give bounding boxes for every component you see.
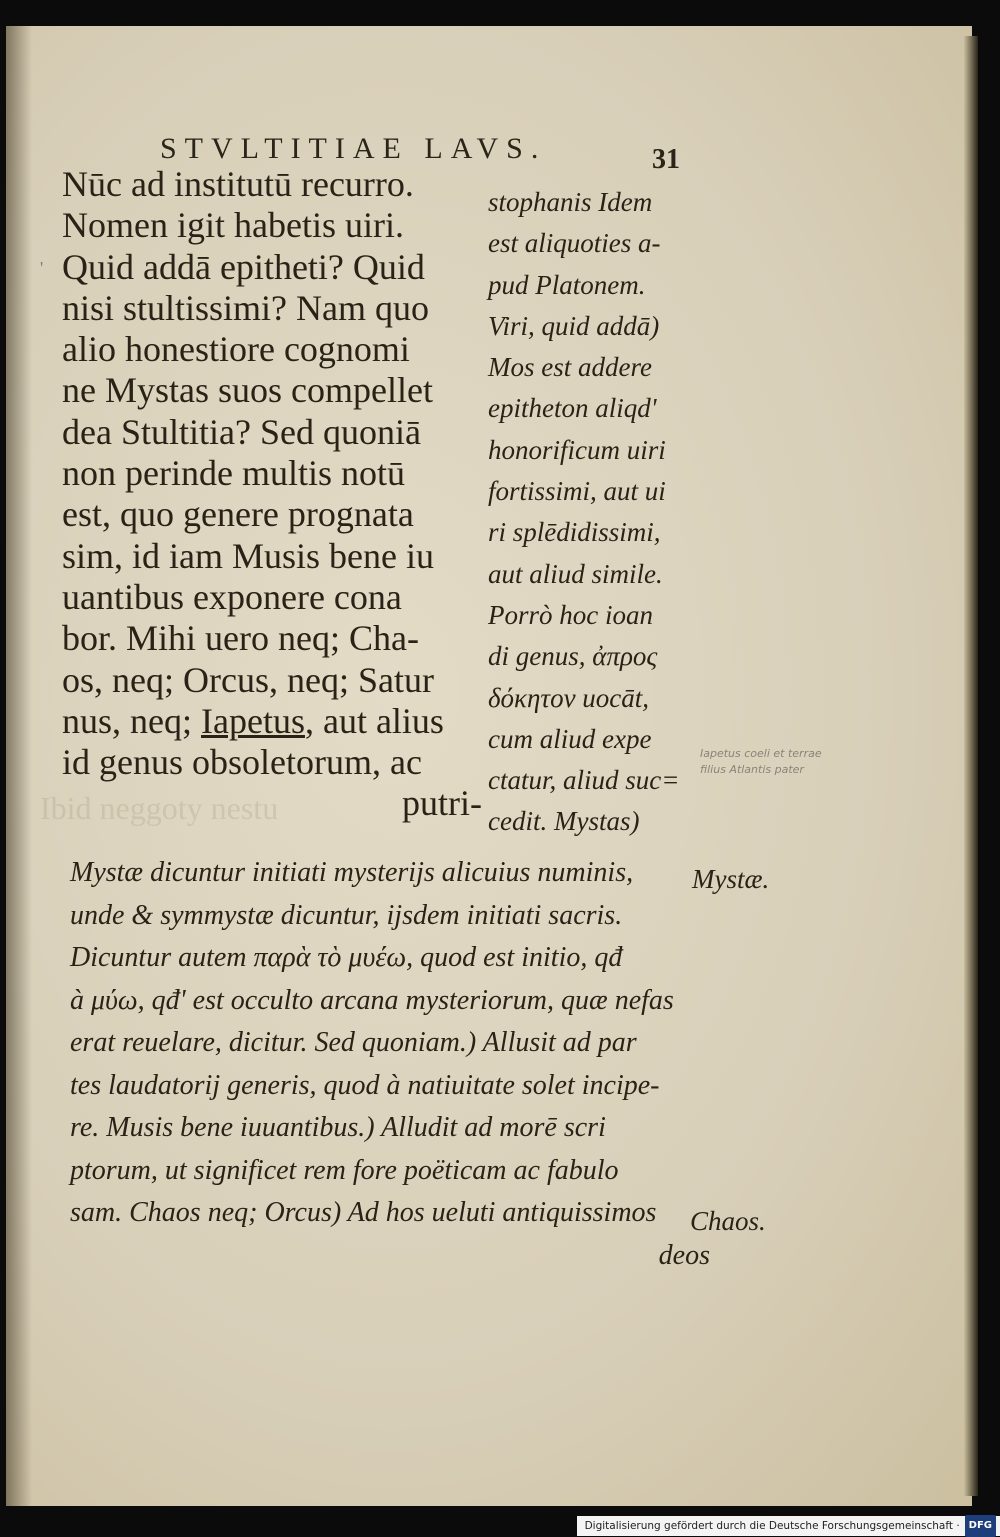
side-notes-column [488,182,700,843]
commentary-line: ptorum, ut significet rem fore poëticam ac fabulo [70,1154,619,1186]
side-note-line: pud Platonem. [488,269,646,300]
commentary-line: unde & symmystæ dicuntur, ijsdem initiati sacris. [70,899,623,931]
main-line-end: , aut alius [304,700,444,741]
main-line: uantibus exponere cona [62,576,402,617]
main-line: sim, id iam Musis bene iu [62,535,434,576]
page-edge [964,36,978,1496]
margin-label-mystae: Mystæ. [692,864,770,894]
main-line: os, neq; Orcus, neq; Satur [62,659,434,700]
show-through-text: Ibid neggoty nestu [40,790,279,826]
side-note-line: cum aliud expe [488,723,652,754]
side-note-line: Porrò hoc ioan [488,599,653,630]
main-line: est, quo genere prognata [62,494,414,535]
underlined-word: Iapetus [201,700,305,741]
main-line-catchword: putri- [402,783,482,824]
margin-mark: ' [40,258,44,278]
main-line: Nomen igit habetis uiri. [62,205,404,246]
margin-label-chaos: Chaos. [690,1206,766,1236]
footer-text: Digitalisierung gefördert durch die Deutsche Forschungsgemeinschaft · [584,1520,960,1532]
commentary-line: Dicuntur autem παρὰ τὸ μυέω, quod est initio, qđ [70,942,623,973]
side-note-line: di genus, ἀπρος [488,641,658,672]
side-note-line: epitheton aliqd' [488,393,657,424]
main-line: alio honestiore cognomi [62,329,410,370]
side-note-line: stophanis Idem [488,187,653,217]
handwritten-line: filius Atlantis pater [700,763,804,776]
footer-credit [577,1516,1000,1536]
main-line-start: nus, neq; [62,700,201,741]
side-note-line: cedit. Mystas) [488,806,640,837]
dfg-logo: DFG [965,1515,996,1537]
side-note-line: est aliquoties a- [488,228,661,259]
commentary-line: à μύω, qđ' est occulto arcana mysteriorum, quæ nefas [70,984,674,1016]
commentary-line: erat reuelare, dicitur. Sed quoniam.) Allusit ad par [70,1027,637,1058]
commentary-block [70,852,710,1277]
spine-shadow [6,26,32,1506]
page-number: 31 [652,144,680,175]
side-note-line: aut aliud simile. [488,558,663,589]
commentary-line: re. Musis bene iuuantibus.) Alludit ad morē scri [70,1112,606,1143]
side-note-line: Viri, quid addā) [488,310,660,341]
main-line: ne Mystas suos compellet [62,370,433,411]
main-text-column [62,164,482,825]
commentary-line: Mystæ dicuntur initiati mysterijs alicuius numinis, [70,857,634,888]
side-note-line: Mos est addere [488,352,652,383]
side-note-line: δόκητον uocāt, [488,682,650,713]
handwritten-line: Iapetus coeli et terrae [700,747,822,760]
main-line: bor. Mihi uero neq; Cha- [62,618,419,659]
commentary-line: sam. Chaos neq; Orcus) Ad hos ueluti antiquissimos [70,1197,657,1228]
main-line [62,701,482,742]
main-line: dea Stultitia? Sed quoniā [62,411,421,452]
main-line: non perinde multis notū [62,453,405,494]
main-line: nisi stultissimi? Nam quo [62,287,430,328]
commentary-line: tes laudatorij generis, quod à natiuitate solet incipe- [70,1069,660,1101]
commentary-catchword: deos [658,1239,710,1271]
main-line: Quid addā epitheti? Quid [62,246,425,287]
handwritten-annotation [700,746,822,778]
main-line: id genus obsoletorum, ac [62,742,422,783]
main-line: Nūc ad institutū recurro. [62,164,414,204]
side-note-line: honorificum uiri [488,434,666,465]
side-note-line: ri splēdidissimi, [488,517,661,548]
running-title: STVLTITIAE LAVS. [160,132,547,165]
side-note-line: fortissimi, aut ui [488,476,666,507]
side-note-line: ctatur, aliud suc= [488,765,680,796]
